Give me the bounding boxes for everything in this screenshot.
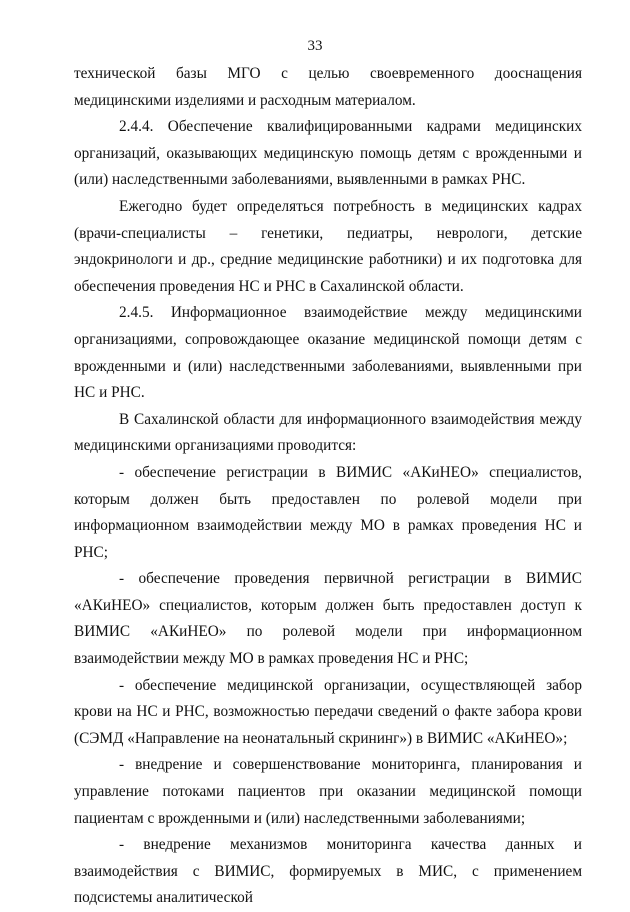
- document-body: [74, 61, 582, 912]
- paragraph-info-exchange-intro: В Сахалинской области для информационного взаимодействия между медицинскими организациями проводится:: [74, 410, 582, 455]
- page-number: 33: [307, 38, 323, 54]
- paragraph-section-2-4-4: 2.4.4. Обеспечение квалифицированными кадрами медицинских организаций, оказывающих медицинскую помощь детям с врожденными и (или) наследственными заболеваниями, выявленными в рамках РНС.: [74, 118, 582, 189]
- paragraph-section-2-4-5: 2.4.5. Информационное взаимодействие между медицинскими организациями, сопровождающее оказание медицинской помощи детям с врожденными и (или) наследственными заболеваниями, выявленными при НС и РНС.: [74, 304, 582, 402]
- list-item-data-quality: - внедрение механизмов мониторинга качества данных и взаимодействия с ВИМИС, формируемых в МИС, с применением подсистемы аналитической: [74, 836, 582, 907]
- list-item-blood-sampling-data: - обеспечение медицинской организации, осуществляющей забор крови на НС и РНС, возможностью передачи сведений о факте забора крови (СЭМД «Направление на неонатальный скрининг») в ВИМИС «АКиНЕО»;: [74, 676, 582, 747]
- list-item-registration: - обеспечение регистрации в ВИМИС «АКиНЕО» специалистов, которым должен быть предоставлен по ролевой модели при информационном взаимодействии между МО в рамках проведения НС и РНС;: [74, 463, 582, 561]
- paragraph-continuation: технической базы МГО с целью своевременного дооснащения медицинскими изделиями и расходным материалом.: [74, 65, 582, 109]
- list-item-monitoring-planning: - внедрение и совершенствование мониторинга, планирования и управление потоками пациентов при оказании медицинской помощи пациентам с врожденными и (или) наследственными заболеваниями;: [74, 756, 582, 827]
- list-item-primary-registration: - обеспечение проведения первичной регистрации в ВИМИС «АКиНЕО» специалистов, которым должен быть предоставлен доступ к ВИМИС «АКиНЕО» по ролевой модели при информационном взаимодействии между МО в рамках проведения НС и РНС;: [74, 570, 582, 668]
- paragraph-staffing-needs: Ежегодно будет определяться потребность в медицинских кадрах (врачи-специалисты – генетики, педиатры, неврологи, детские эндокринологи и др., средние медицинские работники) и их подготовка для обеспечения проведения НС и РНС в Сахалинской области.: [74, 197, 582, 295]
